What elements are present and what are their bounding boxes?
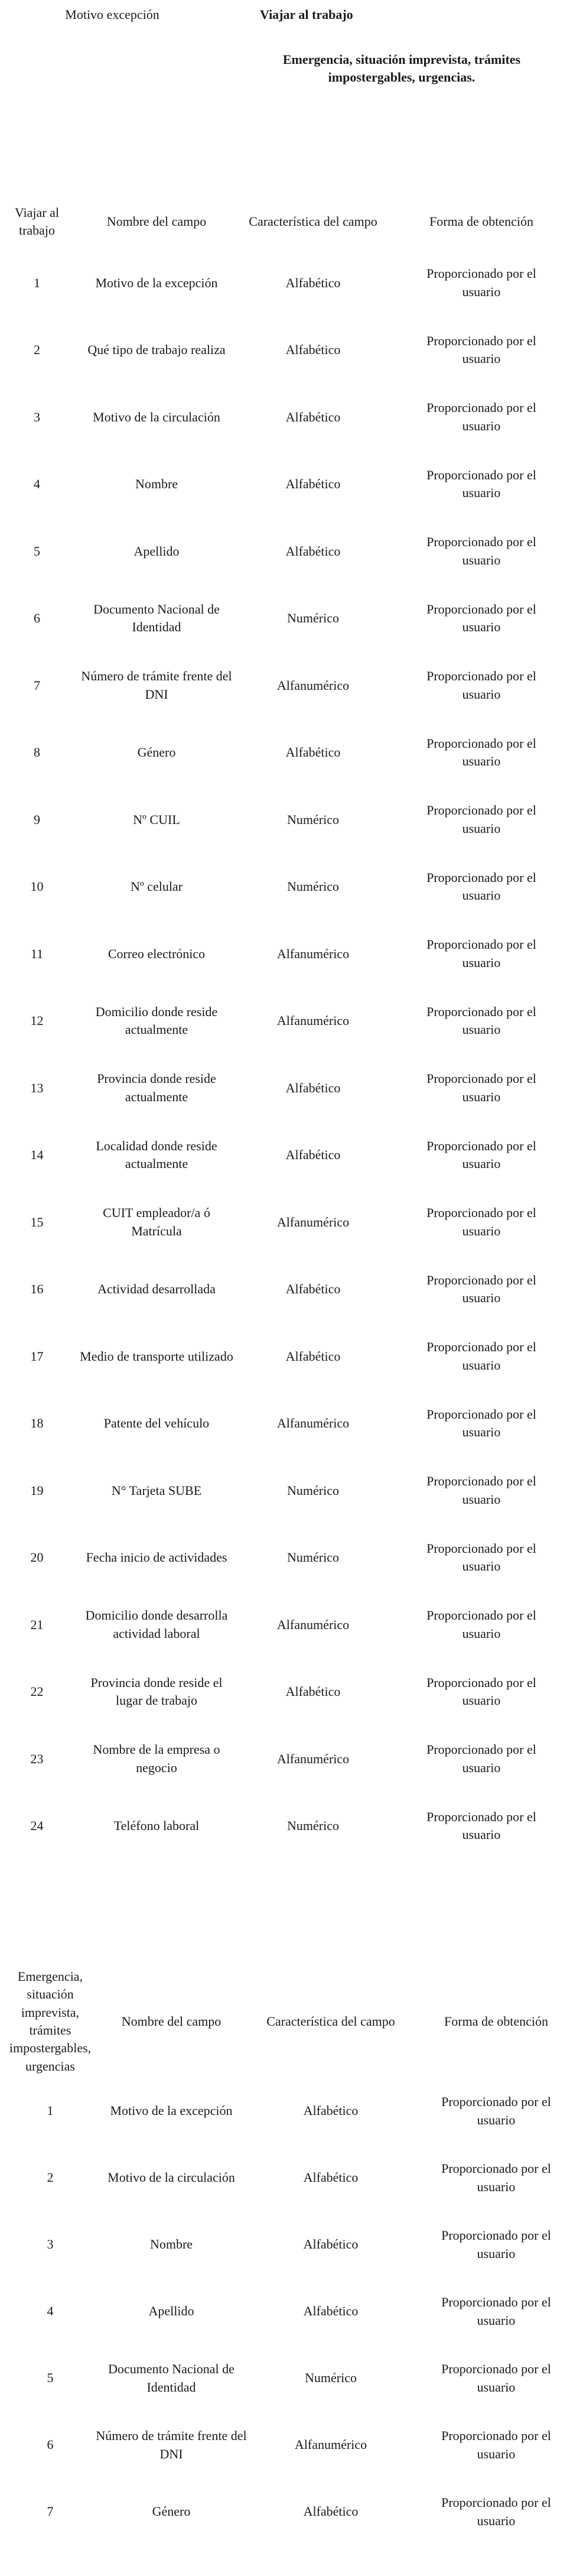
field-type: Alfabético: [303, 2170, 359, 2185]
table-row: [0, 1659, 570, 1726]
field-source: Proporcionado por el usuario: [426, 1138, 536, 1172]
field-name: Motivo de la excepción: [110, 2103, 233, 2118]
field-source: Proporcionado por el usuario: [426, 1675, 536, 1708]
column-header-viajar: Viajar al trabajo: [14, 205, 60, 238]
row-number: 2: [47, 2170, 54, 2185]
row-number: 4: [34, 476, 40, 492]
field-type: Alfabético: [285, 275, 341, 290]
field-type: Alfanumérico: [276, 677, 350, 693]
table-row: [0, 1189, 570, 1256]
option-viajar-al-trabajo: Viajar al trabajo: [260, 7, 353, 22]
field-type: Alfabético: [303, 2304, 359, 2319]
table-row: [0, 518, 570, 585]
row-number: 7: [47, 2504, 54, 2519]
row-number: 19: [30, 1482, 44, 1498]
column-header-caracteristica: Característica del campo: [266, 2013, 395, 2029]
row-number: 3: [34, 409, 40, 424]
field-type: Alfabético: [285, 543, 341, 559]
table-row: [0, 317, 570, 384]
table-row: [0, 2078, 570, 2144]
field-source: Proporcionado por el usuario: [426, 1406, 536, 1440]
field-type: Numérico: [287, 879, 339, 894]
field-source: Proporcionado por el usuario: [426, 266, 536, 299]
field-name: Motivo de la circulación: [93, 409, 220, 424]
field-name: Nombre de la empresa o negocio: [93, 1742, 220, 1775]
field-name: Actividad desarrollada: [97, 1281, 216, 1297]
field-type: Alfabético: [285, 1147, 341, 1163]
field-name: Domicilio donde desarrolla actividad laboral: [85, 1608, 228, 1641]
table-row: [0, 1055, 570, 1122]
field-name: CUIT empleador/a ó Matrícula: [103, 1205, 210, 1238]
table-row: [0, 1457, 570, 1524]
table-row: [0, 920, 570, 988]
field-source: Proporcionado por el usuario: [426, 1608, 536, 1641]
field-source: Proporcionado por el usuario: [426, 1004, 536, 1037]
field-name: Qué tipo de trabajo realiza: [87, 342, 226, 358]
field-type: Alfabético: [303, 2103, 359, 2118]
field-source: Proporcionado por el usuario: [426, 1071, 536, 1104]
table-row: [0, 652, 570, 719]
row-number: 7: [34, 677, 40, 693]
field-source: Proporcionado por el usuario: [426, 400, 536, 433]
table-row: [0, 1524, 570, 1592]
row-number: 3: [47, 2237, 54, 2252]
table-row: [0, 384, 570, 451]
table-emergencia: [0, 1968, 570, 2576]
row-number: 23: [30, 1751, 44, 1766]
field-source: Proporcionado por el usuario: [426, 1540, 536, 1574]
row-number: 15: [30, 1214, 44, 1229]
column-header-nombre-campo: Nombre del campo: [106, 213, 207, 229]
table-viajar-al-trabajo: [0, 195, 570, 1892]
field-type: Alfabético: [285, 1080, 341, 1095]
field-name: Domicilio donde reside actualmente: [95, 1004, 218, 1037]
row-number: 12: [30, 1013, 44, 1029]
field-type: Numérico: [287, 1818, 339, 1834]
table-row: [0, 451, 570, 518]
field-source: Proporcionado por el usuario: [441, 2228, 551, 2261]
row-number: 1: [34, 275, 40, 290]
field-name: Provincia donde reside el lugar de trabajo: [90, 1675, 223, 1708]
row-number: 17: [30, 1348, 44, 1364]
column-header-nombre-campo: Nombre del campo: [121, 2013, 222, 2029]
row-number: 14: [30, 1147, 44, 1163]
field-name: Provincia donde reside actualmente: [97, 1071, 216, 1104]
field-type: Numérico: [287, 812, 339, 827]
table-row: [0, 2278, 570, 2345]
column-header-caracteristica: Característica del campo: [249, 213, 377, 229]
table-row: [0, 2144, 570, 2211]
field-type: Alfabético: [285, 1684, 341, 1699]
row-number: 6: [34, 611, 40, 626]
row-number: 10: [30, 879, 44, 894]
row-number: 6: [47, 2437, 54, 2452]
table-row: [0, 1725, 570, 1793]
field-name: Nº celular: [130, 879, 183, 894]
table-row: [0, 2412, 570, 2478]
field-source: Proporcionado por el usuario: [441, 2495, 551, 2528]
field-source: Proporcionado por el usuario: [441, 2295, 551, 2328]
table-row: [0, 988, 570, 1055]
row-number: 2: [34, 342, 40, 358]
column-header-forma-obtencion: Forma de obtención: [429, 213, 533, 229]
field-name: Género: [152, 2504, 191, 2519]
option-emergencia: Emergencia, situación imprevista, trámites impostergables, urgencias.: [282, 52, 521, 85]
field-source: Proporcionado por el usuario: [426, 803, 536, 836]
field-type: Alfanumérico: [276, 1214, 350, 1229]
field-type: Alfabético: [285, 342, 341, 358]
field-type: Alfanumérico: [276, 1751, 350, 1766]
field-type: Alfanumérico: [276, 1416, 350, 1431]
row-number: 20: [30, 1550, 44, 1565]
field-name: Documento Nacional de Identidad: [93, 601, 220, 635]
field-name: Patente del vehículo: [103, 1416, 210, 1431]
table-row: [0, 1122, 570, 1189]
field-source: Proporcionado por el usuario: [426, 735, 536, 769]
field-name: Apellido: [148, 2304, 194, 2319]
table-row: [0, 249, 570, 317]
field-type: Alfanumérico: [276, 1013, 350, 1029]
row-number: 8: [34, 745, 40, 760]
table-header: [0, 195, 570, 248]
row-number: 1: [47, 2103, 54, 2118]
field-type: Numérico: [287, 611, 339, 626]
field-name: Nombre: [149, 2237, 193, 2252]
field-source: Proporcionado por el usuario: [426, 1272, 536, 1306]
field-name: Teléfono laboral: [113, 1818, 200, 1834]
field-source: Proporcionado por el usuario: [426, 937, 536, 970]
table-row: [0, 786, 570, 854]
field-type: Alfabético: [303, 2504, 359, 2519]
field-source: Proporcionado por el usuario: [426, 333, 536, 366]
table-row: [0, 1390, 570, 1458]
field-type: Alfabético: [285, 409, 341, 424]
row-number: 13: [30, 1080, 44, 1095]
field-name: Documento Nacional de Identidad: [108, 2361, 234, 2395]
table-row: [0, 2478, 570, 2545]
field-source: Proporcionado por el usuario: [441, 2361, 551, 2395]
field-type: Alfabético: [285, 476, 341, 492]
field-name: Correo electrónico: [108, 946, 206, 961]
table-header: [0, 1968, 570, 2074]
row-number: 18: [30, 1416, 44, 1431]
field-type: Alfanumérico: [294, 2437, 367, 2452]
row-number: 22: [30, 1684, 44, 1699]
field-source: Proporcionado por el usuario: [426, 870, 536, 903]
row-number: 9: [34, 812, 40, 827]
field-type: Numérico: [287, 1550, 339, 1565]
field-type: Alfabético: [285, 1281, 341, 1297]
column-header-forma-obtencion: Forma de obtención: [444, 2013, 548, 2029]
field-name: Número de trámite frente del DNI: [81, 669, 232, 702]
field-type: Numérico: [305, 2370, 357, 2386]
table-row: [0, 2211, 570, 2278]
table-row: [0, 854, 570, 921]
field-source: Proporcionado por el usuario: [441, 2428, 551, 2461]
row-number: 16: [30, 1281, 44, 1297]
field-source: Proporcionado por el usuario: [426, 467, 536, 501]
table-row: [0, 1256, 570, 1323]
row-number: 24: [30, 1818, 44, 1834]
row-number: 5: [34, 543, 40, 559]
row-number: 11: [30, 946, 44, 961]
field-source: Proporcionado por el usuario: [426, 601, 536, 635]
field-source: Proporcionado por el usuario: [426, 1809, 536, 1842]
field-source: Proporcionado por el usuario: [441, 2094, 551, 2127]
field-source: Proporcionado por el usuario: [426, 534, 536, 567]
table-row: [0, 1323, 570, 1390]
column-header-emergencia: Emergencia, situación imprevista, trámites impostergables, urgencias: [9, 1968, 92, 2074]
table-row: [0, 1591, 570, 1659]
field-name: Género: [137, 745, 176, 760]
field-type: Alfabético: [285, 745, 341, 760]
row-number: 5: [47, 2370, 54, 2386]
table-row: [0, 585, 570, 653]
field-name: Medio de transporte utilizado: [80, 1348, 233, 1364]
table-row: [0, 2345, 570, 2412]
field-type: Alfanumérico: [276, 1617, 350, 1632]
field-name: Motivo de la excepción: [95, 275, 218, 290]
field-name: Número de trámite frente del DNI: [96, 2428, 247, 2461]
field-source: Proporcionado por el usuario: [426, 1339, 536, 1373]
field-name: Motivo de la circulación: [108, 2170, 235, 2185]
table-row: [0, 1793, 570, 1860]
row-number: 4: [47, 2304, 54, 2319]
field-type: Alfabético: [303, 2237, 359, 2252]
field-name: N° Tarjeta SUBE: [111, 1482, 202, 1498]
field-source: Proporcionado por el usuario: [426, 1742, 536, 1775]
field-source: Proporcionado por el usuario: [426, 669, 536, 702]
field-name: Fecha inicio de actividades: [86, 1550, 227, 1565]
field-type: Alfanumérico: [276, 946, 350, 961]
field-name: Localidad donde reside actualmente: [96, 1138, 217, 1172]
field-name: Nombre: [135, 476, 178, 492]
field-name: Apellido: [133, 543, 180, 559]
field-type: Alfabético: [285, 1348, 341, 1364]
field-type: Numérico: [287, 1482, 339, 1498]
field-name: Nº CUIL: [133, 812, 180, 827]
field-source: Proporcionado por el usuario: [426, 1474, 536, 1507]
field-source: Proporcionado por el usuario: [441, 2161, 551, 2194]
table-row: [0, 719, 570, 787]
field-source: Proporcionado por el usuario: [426, 1205, 536, 1238]
motivo-excepcion-label: Motivo excepción: [65, 7, 159, 22]
row-number: 21: [30, 1617, 44, 1632]
